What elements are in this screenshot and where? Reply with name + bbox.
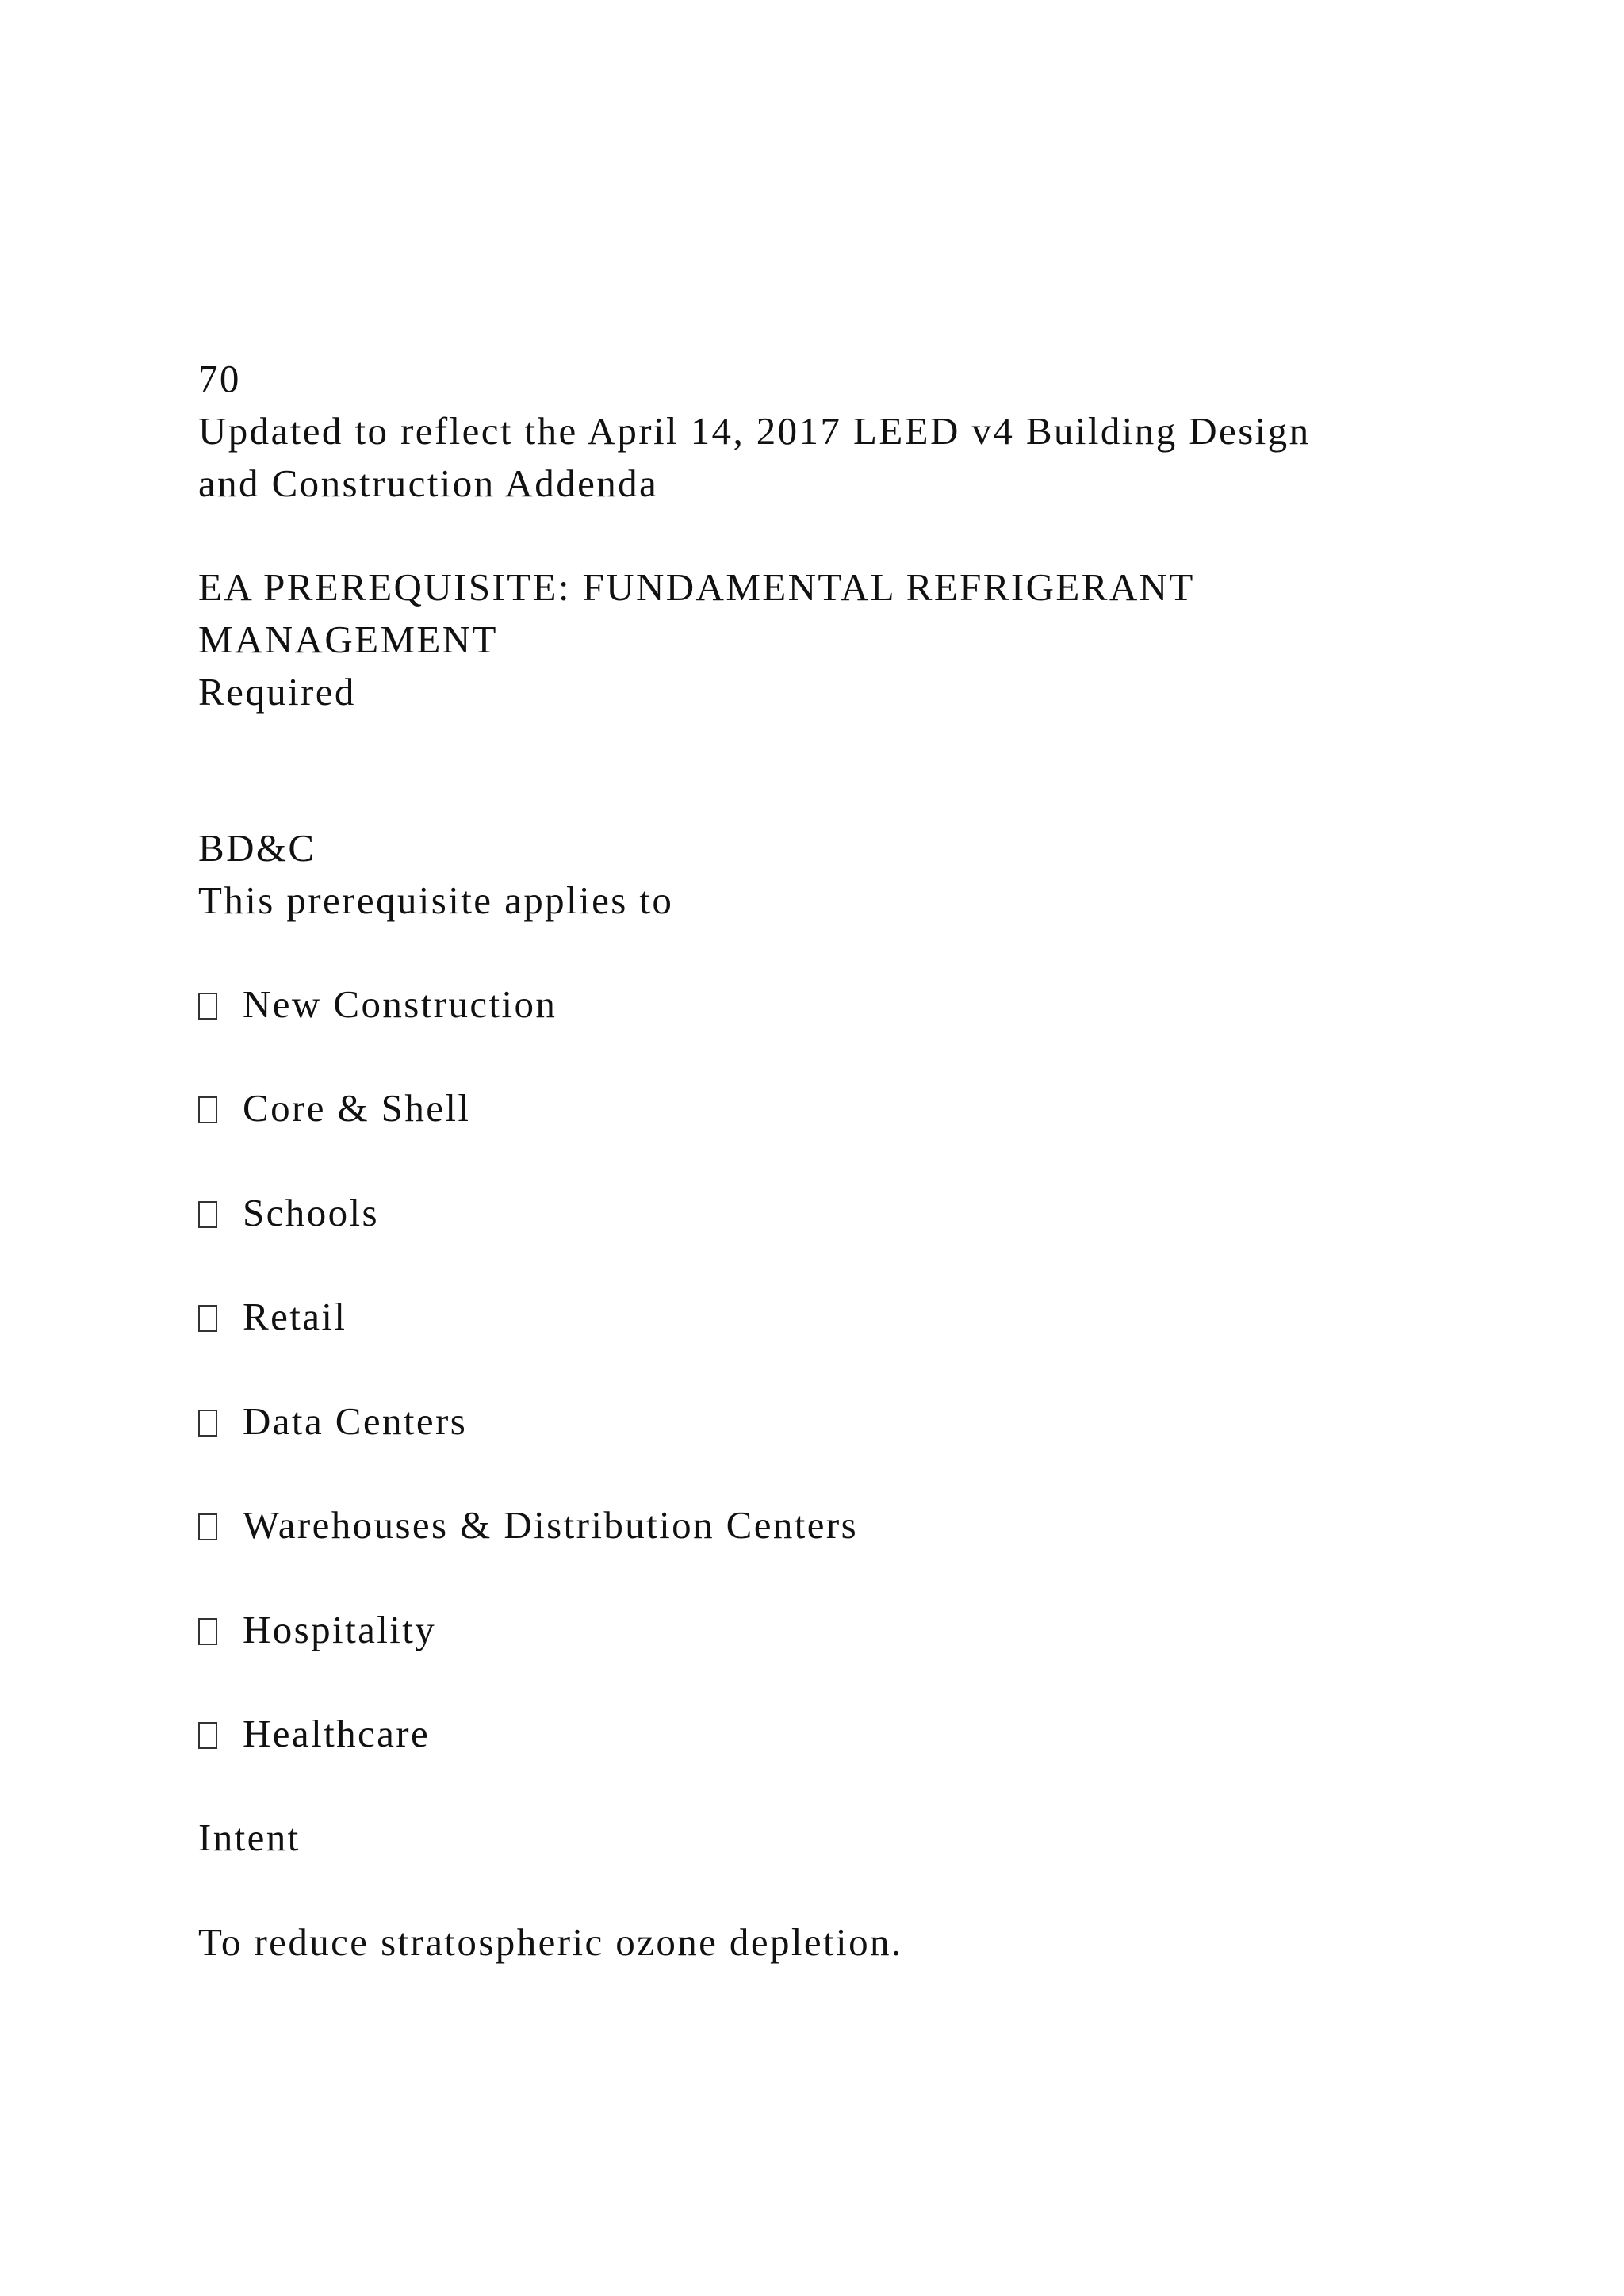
list-item (198, 1710, 430, 1758)
header-line-1: Updated to reflect the April 14, 2017 LEED v4 Building Design (198, 409, 1311, 453)
list-item (198, 1085, 470, 1132)
list-item-label: Hospitality (243, 1608, 437, 1651)
intent-text: To reduce stratospheric ozone depletion. (198, 1920, 903, 1964)
prerequisite-status: Required (198, 670, 356, 714)
applies-to-label: This prerequisite applies to (198, 878, 674, 922)
prerequisite-title-line-2: MANAGEMENT (198, 618, 498, 661)
list-item (198, 981, 557, 1028)
page-number: 70 (198, 357, 241, 400)
checkbox-glyph-icon (198, 1201, 217, 1228)
list-item (198, 1293, 347, 1341)
intent-heading: Intent (198, 1816, 301, 1859)
list-item-label: Retail (243, 1295, 347, 1338)
checkbox-glyph-icon (198, 1410, 217, 1437)
checkbox-glyph-icon (198, 1513, 217, 1540)
rating-system-label: BD&C (198, 826, 316, 870)
list-item-label: Schools (243, 1191, 379, 1234)
checkbox-glyph-icon (198, 1722, 217, 1749)
list-item-label: Warehouses & Distribution Centers (243, 1503, 859, 1547)
header-line-2: and Construction Addenda (198, 461, 659, 505)
list-item-label: Healthcare (243, 1712, 431, 1755)
checkbox-glyph-icon (198, 1096, 217, 1123)
list-item (198, 1189, 379, 1237)
list-item (198, 1502, 858, 1549)
list-item-label: Core & Shell (243, 1086, 471, 1130)
checkbox-glyph-icon (198, 993, 217, 1020)
prerequisite-title-line-1: EA PREREQUISITE: FUNDAMENTAL REFRIGERANT (198, 565, 1195, 609)
list-item-label: Data Centers (243, 1399, 468, 1443)
checkbox-glyph-icon (198, 1618, 217, 1645)
checkbox-glyph-icon (198, 1305, 217, 1332)
list-item (198, 1398, 467, 1445)
list-item (198, 1606, 436, 1654)
list-item-label: New Construction (243, 982, 557, 1026)
